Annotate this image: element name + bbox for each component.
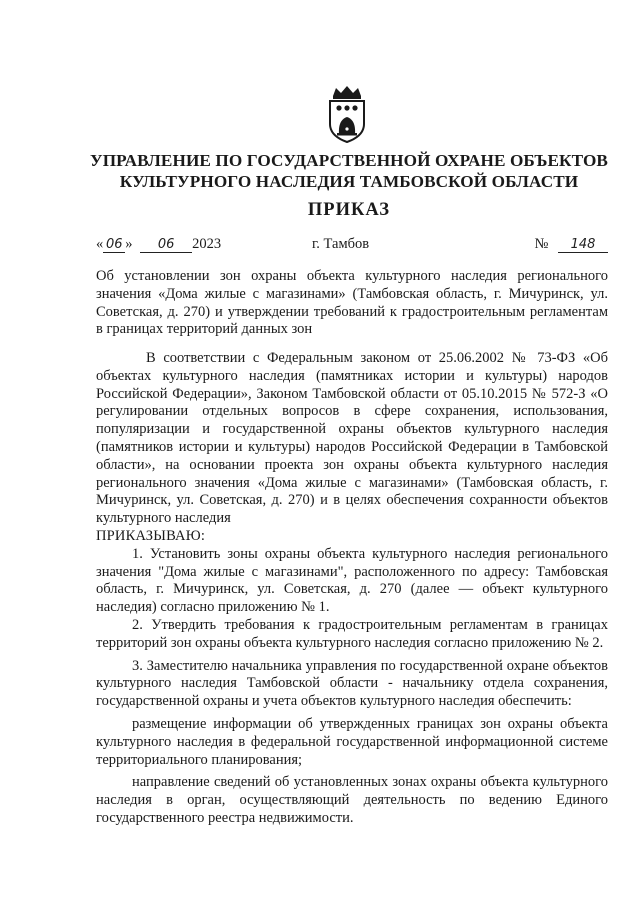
command-word: ПРИКАЗЫВАЮ: — [96, 527, 206, 544]
order-date — [96, 236, 221, 253]
item-1: 1. Установить зоны охраны объекта культурного наследия регионального значения "Дома жилые с магазинами", расположенного по адресу: Тамбовская область, г. Мичуринск, ул. Советская, д. 270 (далее — объект культурного наследия) согласно приложению № 1. — [96, 545, 608, 616]
agency-name — [90, 150, 608, 192]
order-body — [96, 350, 608, 828]
quote-close: » — [125, 236, 133, 252]
order-number — [535, 236, 608, 253]
order-subject: Об установлении зон охраны объекта культурного наследия регионального значения «Дома жилые с магазинами» (Тамбовская область, г. Мичуринск, ул. Советская, д. 270) и утверждении требований к градостроительным регламентам в границах территорий данных зон — [96, 268, 608, 338]
coat-of-arms-icon — [324, 84, 370, 144]
city: г. Тамбов — [312, 236, 370, 252]
item-3: 3. Заместителю начальника управления по государственной охране объектов культурного наследия Тамбовской области - начальнику отдела сохранения, государственной охраны и учета объектов культурного наследия обеспечить: — [96, 657, 608, 710]
date-number-row — [96, 236, 608, 258]
subitem-1: размещение информации об утвержденных границах зон охраны объекта культурного наследия в федеральной государственной информационной системе территориального планирования; — [96, 715, 608, 768]
date-month: 06 — [140, 237, 192, 253]
subitem-2: направление сведений об установленных зонах охраны объекта культурного наследия в орган, осуществляющий деятельность по ведению Единого государственного реестра недвижимости. — [96, 774, 608, 826]
item-2: 2. Утвердить требования к градостроительным регламентам в границах территорий зон охраны объекта культурного наследия согласно приложению № 2. — [96, 616, 608, 651]
date-day: 06 — [103, 237, 125, 253]
quote-open: « — [96, 236, 104, 252]
date-year: 2023 — [192, 236, 222, 252]
document-type: ПРИКАЗ — [307, 200, 391, 220]
number-label: № — [534, 236, 549, 252]
preamble-paragraph: В соответствии с Федеральным законом от 25.06.2002 № 73-ФЗ «Об объектах культурного наследия (памятниках истории и культуры) народов Российской Федерации», Законом Тамбовской области от 05.10.2015 № 572-З «О регулировании отдельных вопросов в сфере сохранения, использования, популяризации и государственной охраны объектов культурного наследия (памятников истории и культуры) народов Российской Федерации в Тамбовской области», на основании проекта зон охраны объекта культурного наследия регионального значения «Дома жилые с магазинами» (Тамбовская область, г. Мичуринск, ул. Советская, д. 270) и в целях обеспечения сохранности объектов культурного наследия — [96, 350, 608, 527]
agency-line-2: КУЛЬТУРНОГО НАСЛЕДИЯ ТАМБОВСКОЙ ОБЛАСТИ — [119, 172, 579, 191]
number-value: 148 — [558, 237, 608, 253]
agency-line-1: УПРАВЛЕНИЕ ПО ГОСУДАРСТВЕННОЙ ОХРАНЕ ОБЪЕКТОВ — [90, 151, 608, 170]
